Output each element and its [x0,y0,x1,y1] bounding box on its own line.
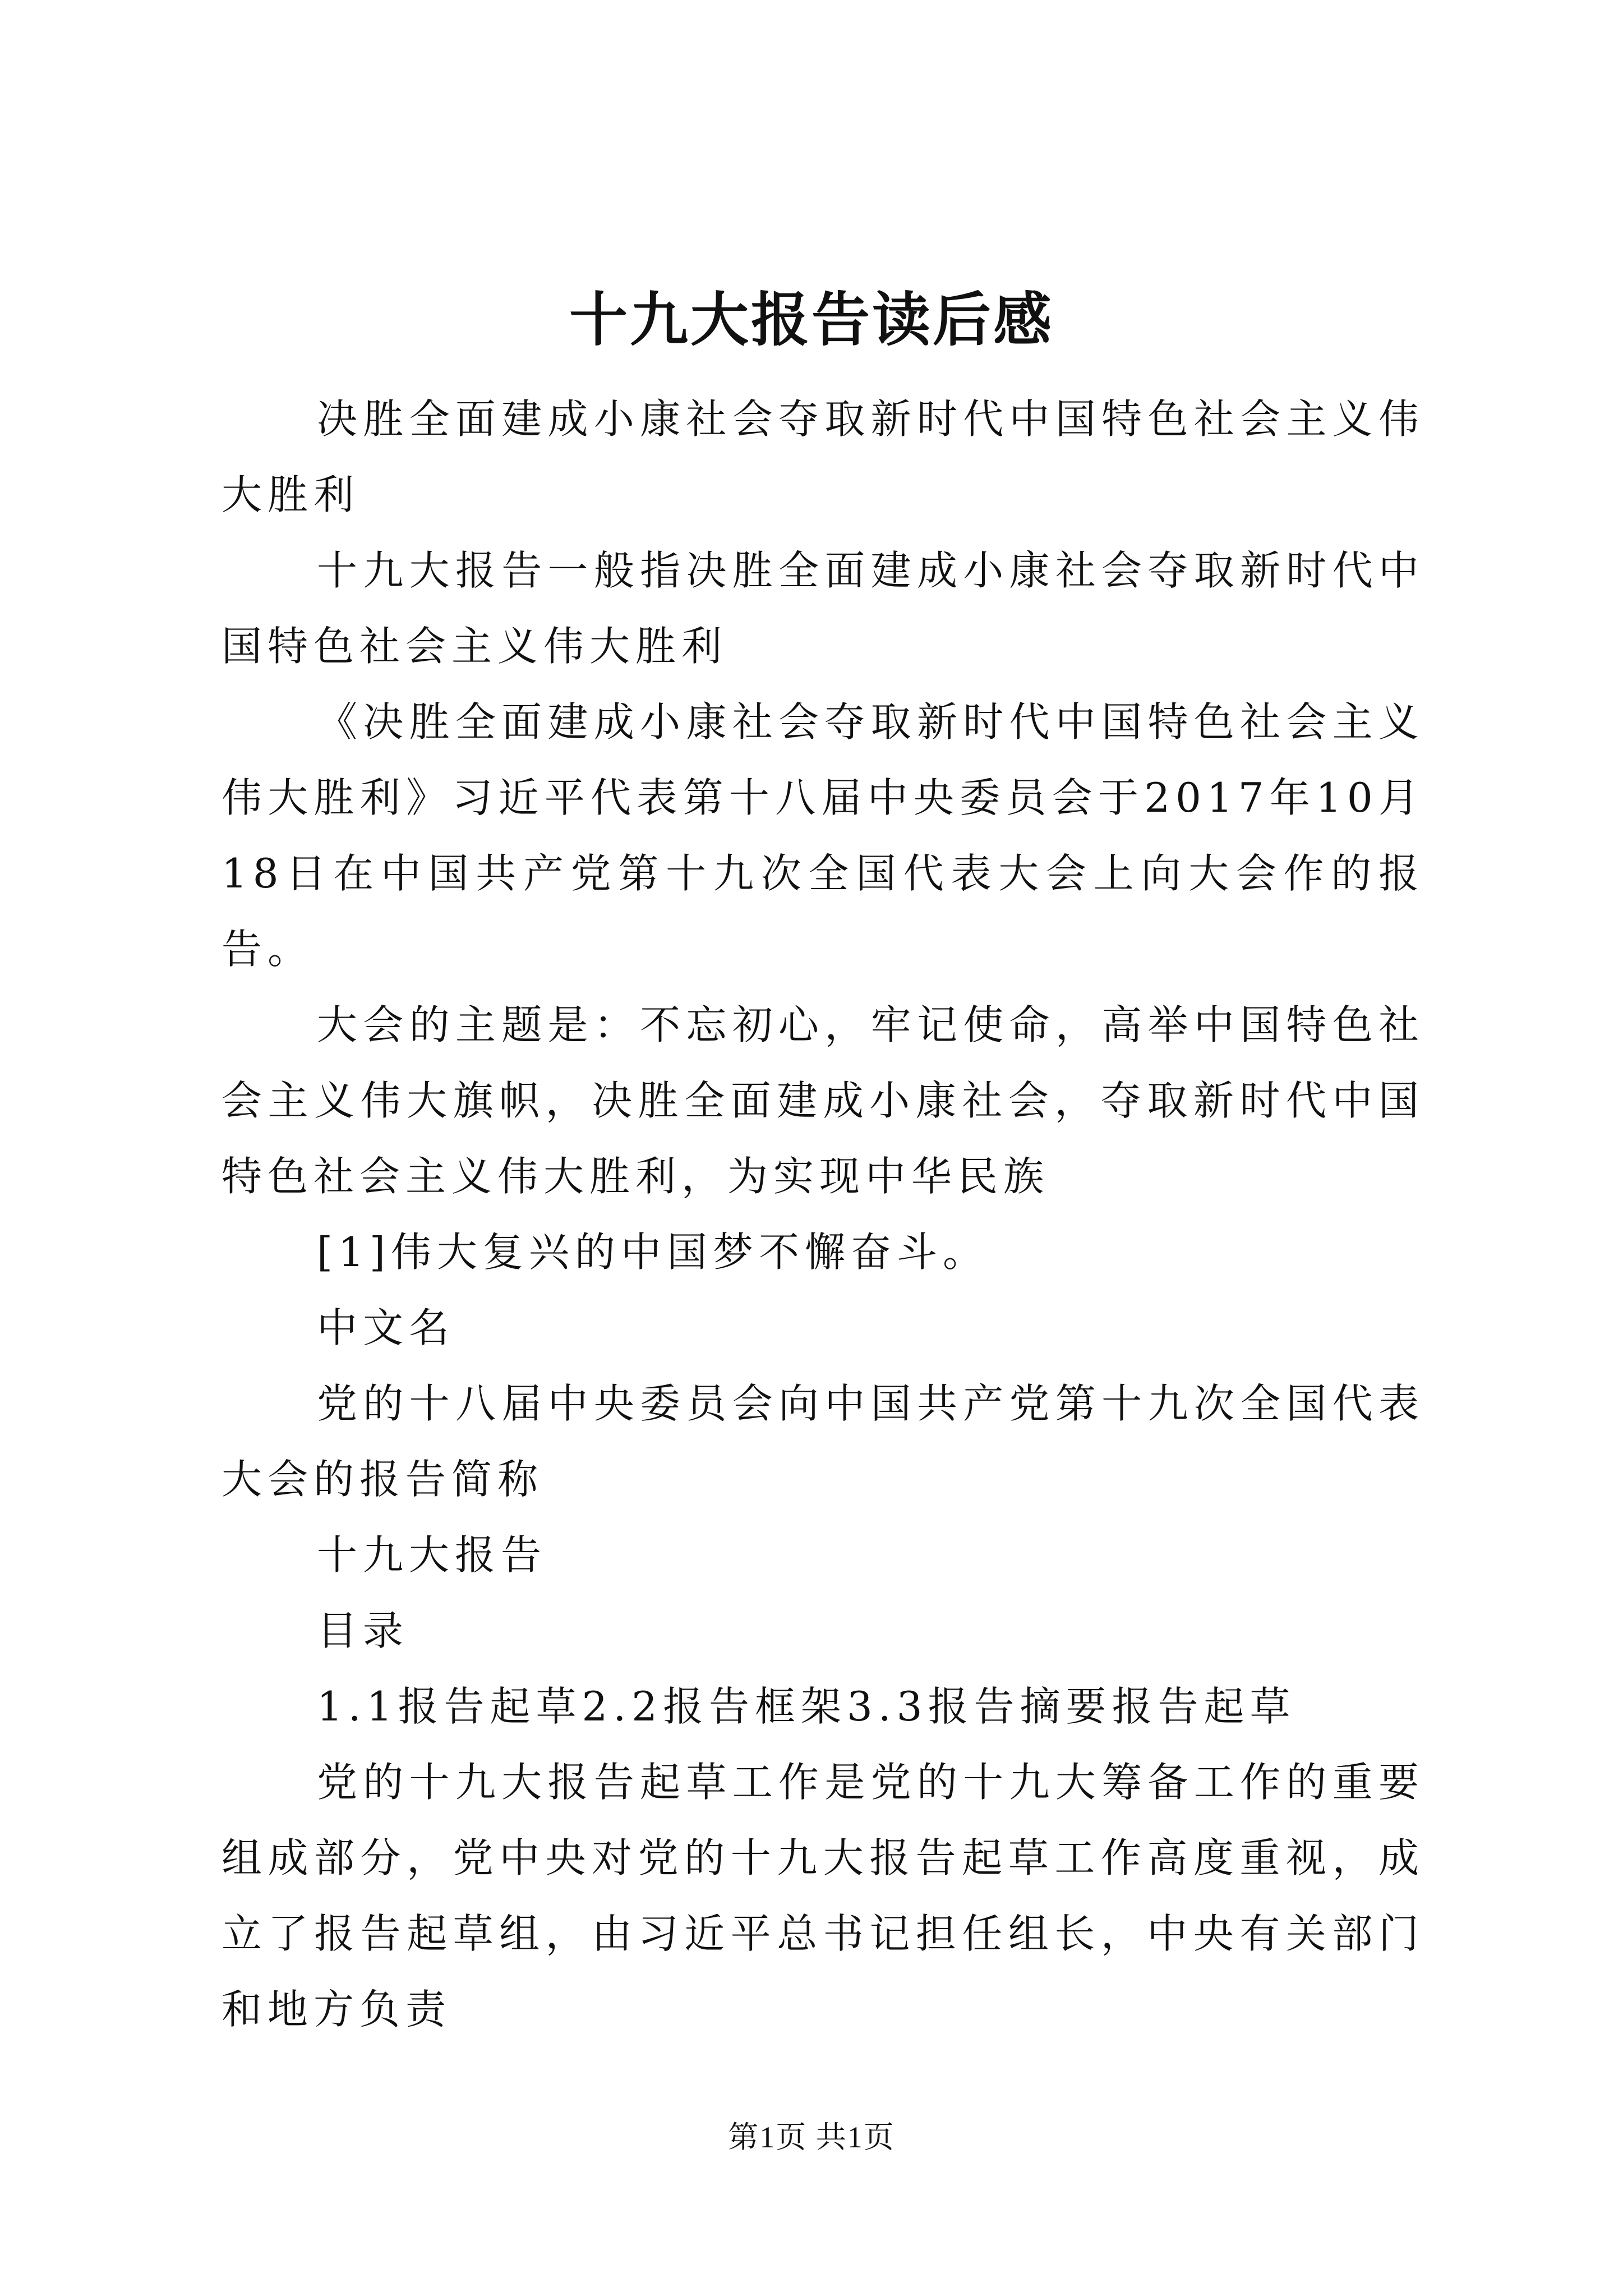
paragraph: 中文名 [317,1304,455,1351]
paragraph: 十九大报告一般指决胜全面建成小康社会夺取新时代中国特色社会主义伟大胜利 [222,547,1424,670]
paragraph: 目录 [317,1607,409,1654]
paragraph: 《决胜全面建成小康社会夺取新时代中国特色社会主义伟大胜利》习近平代表第十八届中央委员会于2017年10月18日在中国共产党第十九次全国代表大会上向大会作的报告。 [222,698,1424,973]
paragraph: 1.1报告起草2.2报告框架3.3报告摘要报告起草 [317,1683,1296,1730]
paragraph: 十九大报告 [317,1531,547,1579]
paragraph: 决胜全面建成小康社会夺取新时代中国特色社会主义伟大胜利 [222,395,1424,518]
paragraph: 党的十八届中央委员会向中国共产党第十九次全国代表大会的报告简称 [222,1380,1424,1503]
paragraph: [1]伟大复兴的中国梦不懈奋斗。 [317,1228,989,1276]
paragraph: 党的十九大报告起草工作是党的十九大筹备工作的重要组成部分，党中央对党的十九大报告起草工作高度重视，成立了报告起草组，由习近平总书记担任组长，中央有关部门和地方负责 [222,1759,1424,2033]
page-footer: 第1页 共1页 [728,2120,895,2154]
document-title: 十九大报告读后感 [569,285,1054,354]
document-body [222,381,1424,2047]
paragraph: 大会的主题是：不忘初心，牢记使命，高举中国特色社会主义伟大旗帜，决胜全面建成小康社会，夺取新时代中国特色社会主义伟大胜利，为实现中华民族 [222,1001,1424,1200]
